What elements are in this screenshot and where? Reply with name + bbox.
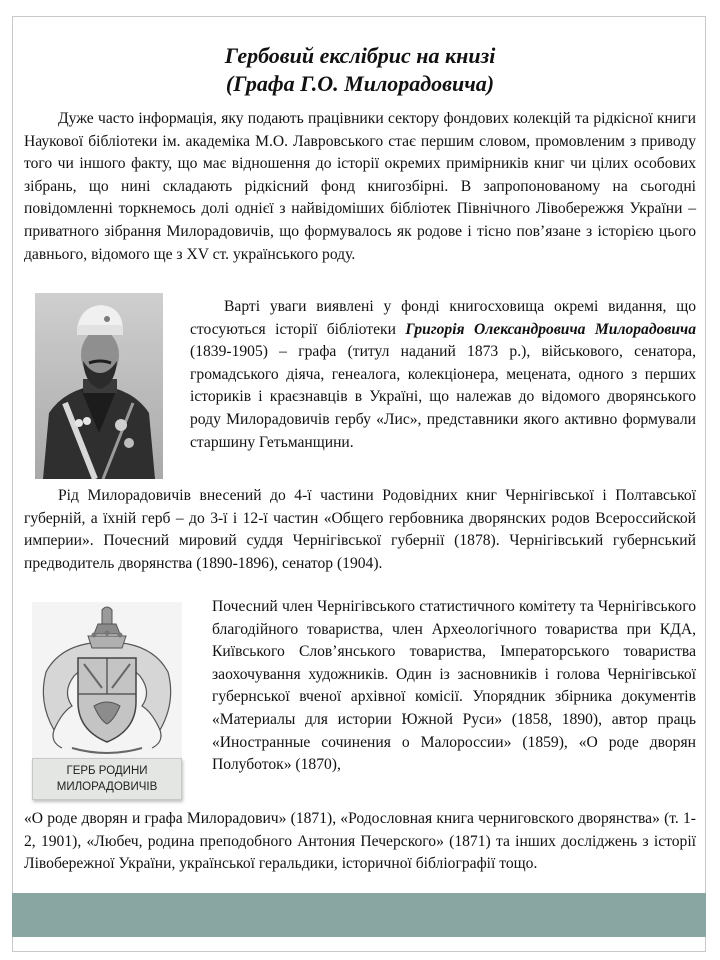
intro-paragraph: Дуже часто інформація, яку подають працівники сектору фондових колекцій та рідкісної книги Наукової бібліотеки ім. академіка М.О. Лавровського стає першим словом, промовленим з приводу того чи іншого факту, що має відношення до історії окремих примірників книг чи цілих особових зібрань, що нині складають рідкісний фонд книгозбірні. В запропонованому на сьогодні повідомленні торкнемось долі однієї з найвідоміших бібліотек Північного Лівобережжя України – приватного зібрання Милорадовичів, що формувалось як родове і тісно пов’язане з історією цього давнього, відомого ще з XV ст. українського роду. [24,110,696,263]
lineage-paragraph: Рід Милорадовичів внесений до 4-ї частини Родовідних книг Чернігівської і Полтавської губерній, а їхній герб – до 3-ї і 12-ї частин «Общего гербовника дворянских родов Всероссийской империи». Почесний мировий суддя Чернігівської губернії (1878). Чернігівський губернський предводитель дворянства (1890-1896), сенатор (1904). [24,487,696,572]
biography-text-start: Варті уваги виявлені у фонді книгосховища окремі видання, що стосуються історії бібліотеки [190,298,696,338]
portrait-image [35,293,163,479]
coat-of-arms-drawing [32,602,182,758]
coat-of-arms-image [32,602,182,758]
biography-text-end: (1839-1905) – графа (титул наданий 1873 р.), військового, сенатора, громадського діяча, генеалога, колекціонера, мецената, одного з перших істориків і краєзнавців в Україні, що належав до відомого дворянського роду Милорадовичів гербу «Лис», представники якого активно формували старшину Гетьманщини. [190,343,696,451]
caption-line-1: ГЕРБ РОДИНИ [66,765,148,777]
works-paragraph: «О роде дворян и графа Милорадович» (1871), «Родословная книга черниговского дворянства» (т. 1-2, 1901), «Любеч, родина преподобного Антония Печерского» (1871) та інших досліджень з історії Лівобережної України, української геральдики, історичної бібліографії тощо. [24,810,696,873]
portrait-photo [35,293,163,479]
biography-paragraph [190,296,696,454]
page-title [0,42,720,98]
membership-paragraph: Почесний член Чернігівського статистичного комітету та Чернігівського благодійного товариства, член Археологічного товариства при КДА, Київського Слов’янського товариства, Імператорського товариства заохочування художників. Один із засновників і голова Чернігівської губернської вченої архівної комісії. Упорядник збірника документів «Материалы для истории Южной Руси» (1858, 1890), автор праць «Иностранные сочинения о Малороссии» (1859), «О роде дворян Полуботок» (1870), [212,598,696,774]
person-name: Григорія Олександровича Милорадовича [405,320,696,338]
title-line-1: Гербовий екслібрис на книзі [224,43,496,68]
caption-line-2: МИЛОРАДОВИЧІВ [56,781,158,793]
coat-of-arms-caption [32,758,182,800]
footer-band [12,893,706,937]
title-line-2: (Графа Г.О. Милорадовича) [225,71,495,96]
